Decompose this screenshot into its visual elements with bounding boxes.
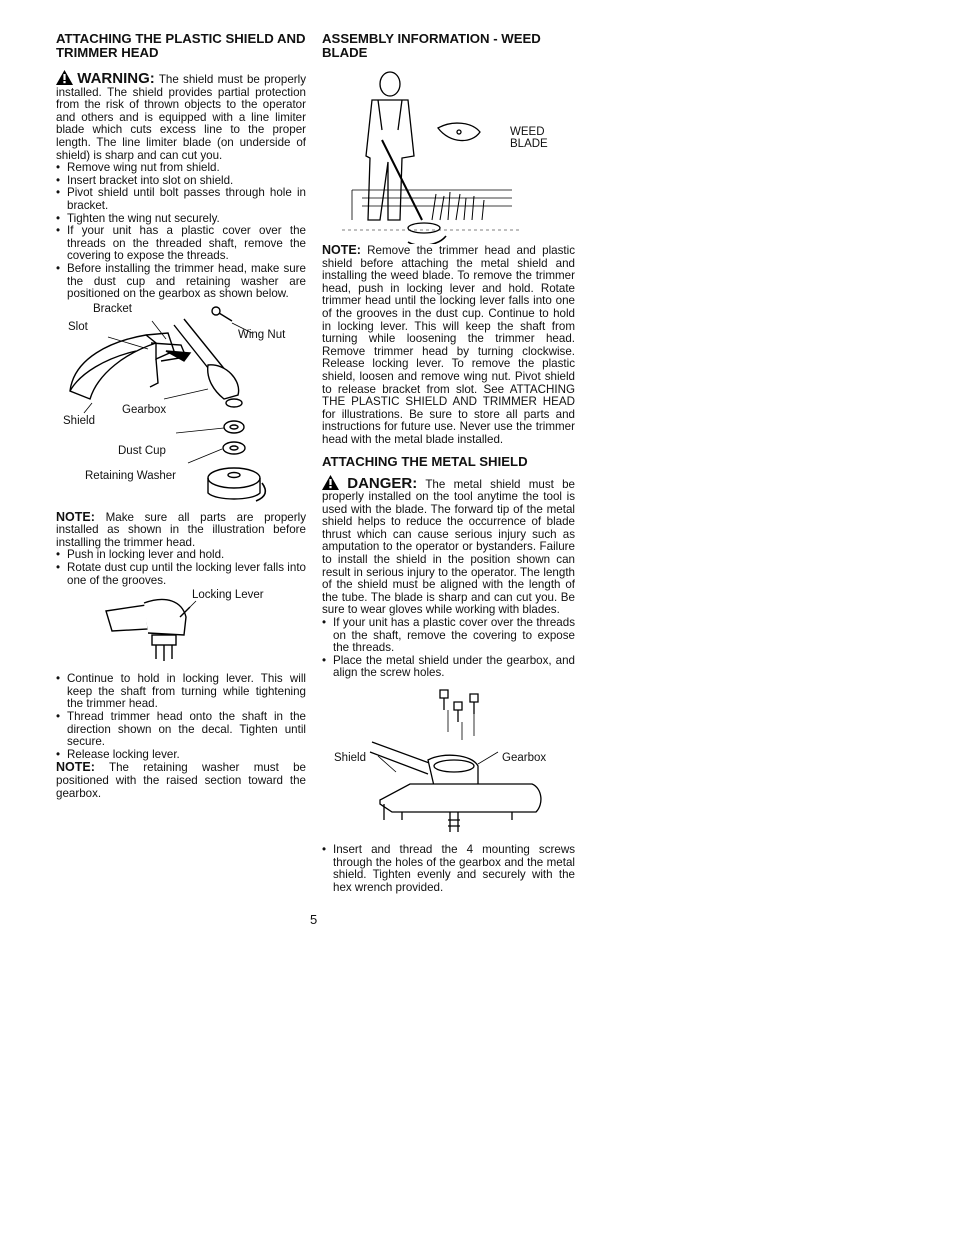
list-item: • Tighten the wing nut securely. (56, 213, 306, 226)
warning-paragraph (56, 70, 306, 162)
warning-label: WARNING: (77, 70, 155, 87)
list-item: • Insert bracket into slot on shield. (56, 175, 306, 188)
list-item: • Place the metal shield under the gearbox, and align the screw holes. (322, 655, 575, 680)
warning-text: The shield must be properly installed. The shield provides partial protection from the risk of thrown objects to the operator and others and is equipped with a line limiter blade which cuts excess line to the proper length. The line limiter blade (on underside of shield) is sharp and can cut you. (56, 73, 306, 162)
label-slot: Slot (68, 320, 88, 333)
label-bracket: Bracket (93, 302, 132, 315)
label-shield: Shield (334, 752, 366, 764)
list-item: • Release locking lever. (56, 749, 306, 762)
list-item: • Thread trimmer head onto the shaft in the direction shown on the decal. Tighten until secure. (56, 711, 306, 749)
list-item: • Before installing the trimmer head, make sure the dust cup and retaining washer are positioned on the gearbox as shown below. (56, 263, 306, 301)
note-label: NOTE: (322, 243, 361, 257)
danger-paragraph (322, 475, 575, 618)
label-wing-nut: Wing Nut (238, 328, 286, 341)
bullet-list-2 (56, 549, 306, 587)
danger-text: The metal shield must be properly installed on the tool anytime the tool is used with the blade. The forward tip of the metal shield helps to reduce the occurrence of blade thrust which can cause serious injury such as amputation to the operator or bystanders. Failure to install the shield in the position shown can result in serious injury to the operator. The length of the shield must be aligned with the length of the tube. The blade is sharp and can cut you. Be sure to wear gloves while working with blades. (322, 477, 575, 617)
locking-lever-figure (56, 587, 306, 673)
warning-icon (56, 70, 73, 85)
note-2-text: The retaining washer must be positioned with the raised section toward the gearbox. (56, 761, 307, 800)
label-dust-cup: Dust Cup (118, 444, 166, 457)
bullet-list-1 (56, 162, 306, 301)
section-heading-metal-shield: ATTACHING THE METAL SHIELD (322, 453, 528, 469)
operator-weed-blade-figure (322, 70, 575, 244)
label-shield: Shield (63, 414, 95, 427)
metal-shield-figure (322, 680, 575, 844)
list-item: • If your unit has a plastic cover over the threads on the shaft, remove the covering to expose the threads. (322, 617, 575, 655)
list-item: • If your unit has a plastic cover over the threads on the threaded shaft, remove the covering to expose the threads. (56, 225, 306, 263)
locking-lever-drawing (56, 587, 306, 673)
section-heading-weed-blade: ASSEMBLY INFORMATION - WEED BLADE (322, 31, 541, 60)
note-text: Remove the trimmer head and plastic shield before attaching the metal shield and installing the weed blade. To remove the trimmer head, push in locking lever and hold. Rotate trimmer head until the locking lever falls into one of the grooves in the dust cup. Continue to hold in locking lever. This will keep the shaft from turning while loosening the trimmer head. Remove trimmer head by turning clockwise. Release locking lever. To remove the plastic shield, loosen and remove wing nut. Pivot shield to release bracket from slot. See ATTACHING THE PLASTIC SHIELD AND TRIMMER HEAD for illustrations. Be sure to store all parts and instructions for future use. Never use the trimmer head with the metal blade installed. (322, 244, 575, 446)
operator-drawing (322, 70, 575, 244)
label-locking-lever: Locking Lever (192, 589, 264, 602)
danger-icon (322, 475, 339, 490)
list-item: • Remove wing nut from shield. (56, 162, 306, 175)
note-2 (56, 761, 306, 800)
note-2-label: NOTE: (56, 760, 95, 775)
list-item: • Continue to hold in locking lever. This will keep the shaft from turning while tightening the trimmer head. (56, 673, 306, 711)
shield-assembly-figure (56, 303, 306, 511)
list-item: • Insert and thread the 4 mounting screws through the holes of the gearbox and the metal shield. Tighten evenly and securely with the hex wrench provided. (322, 844, 575, 894)
label-retaining-washer: Retaining Washer (85, 469, 176, 482)
right-column (322, 32, 575, 894)
list-item: • Pivot shield until bolt passes through hole in bracket. (56, 187, 306, 212)
page-number: 5 (310, 912, 318, 927)
bullet-list-metal-1 (322, 617, 575, 680)
list-item: • Rotate dust cup until the locking lever falls into one of the grooves. (56, 562, 306, 587)
list-item: • Push in locking lever and hold. (56, 549, 306, 562)
bullet-list-metal-2 (322, 844, 575, 894)
note-1-text: Make sure all parts are properly installed as shown in the illustration before installing the trimmer head. (56, 510, 306, 549)
label-gearbox: Gearbox (122, 403, 167, 416)
label-gearbox: Gearbox (502, 752, 547, 764)
bullet-list-3 (56, 673, 306, 761)
note-1-label: NOTE: (56, 509, 95, 524)
note-1 (56, 511, 306, 550)
label-weed-blade: WEED BLADE (510, 126, 548, 150)
note-weed-blade (322, 244, 575, 447)
left-column (56, 32, 306, 800)
section-heading-plastic-shield: ATTACHING THE PLASTIC SHIELD AND TRIMMER HEAD (56, 31, 306, 60)
danger-label: DANGER: (347, 474, 418, 492)
